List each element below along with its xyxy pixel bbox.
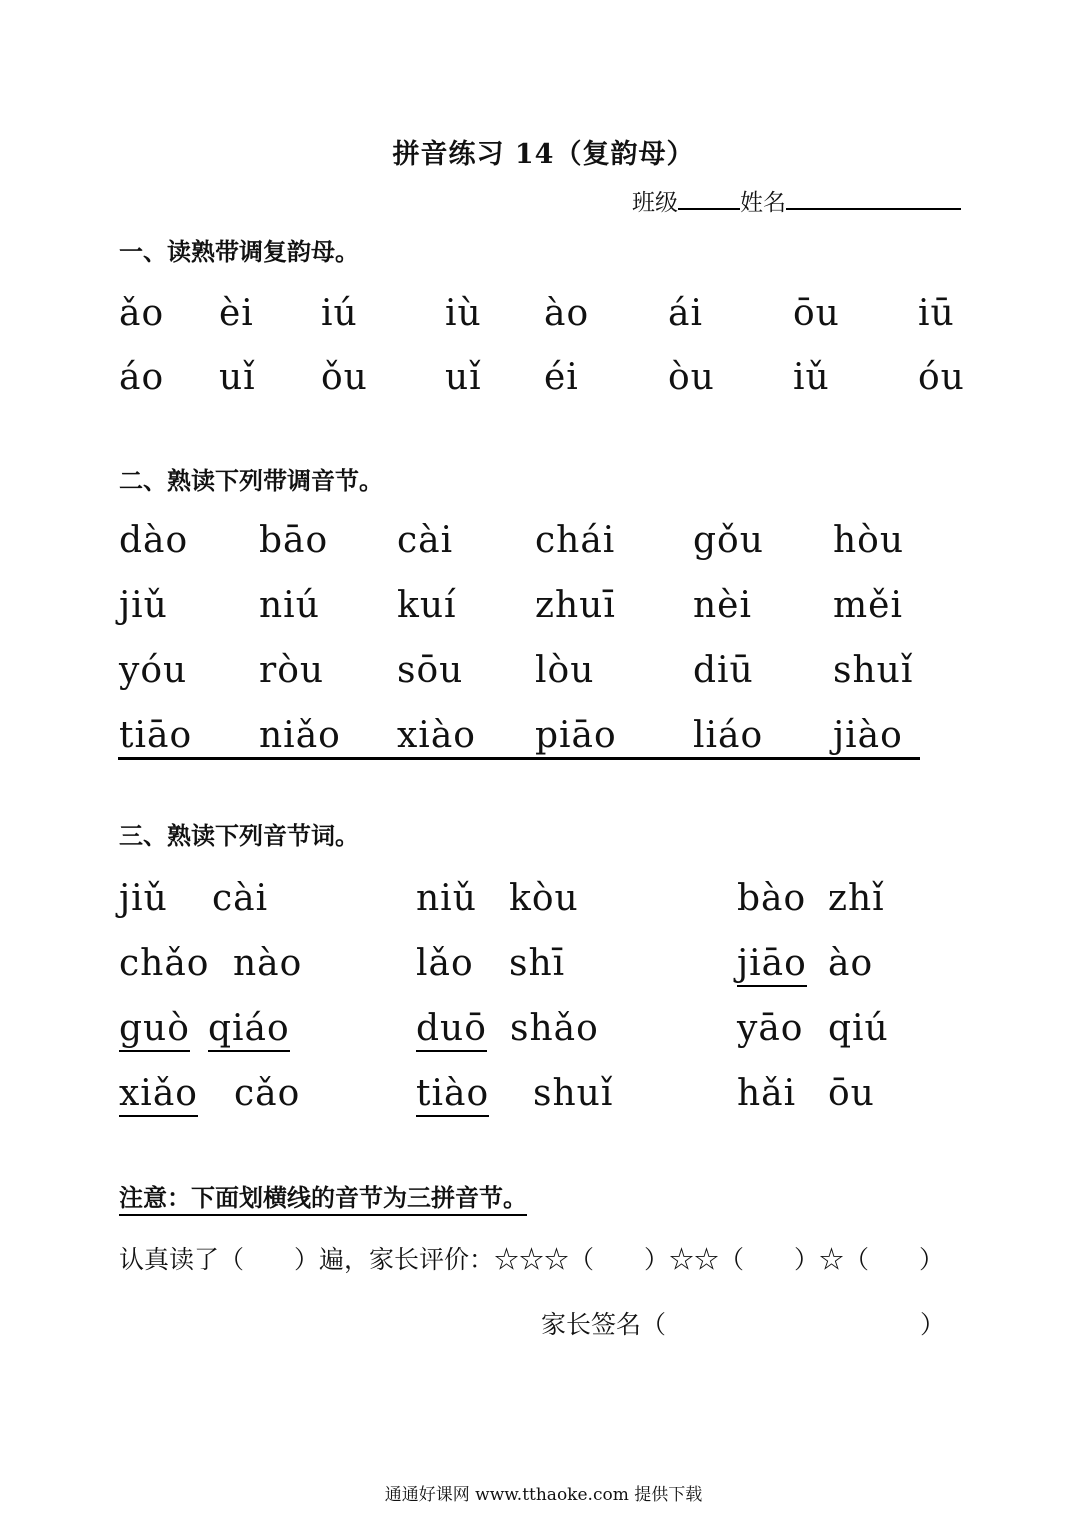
word-syllable: jiāo — [737, 943, 807, 987]
final-syllable: óu — [918, 357, 965, 398]
section1-heading: 一、读熟带调复韵母。 — [119, 237, 359, 266]
syllable: shuǐ — [833, 650, 914, 691]
final-syllable: ǎo — [119, 293, 165, 334]
syllable: cài — [397, 520, 454, 561]
page-title: 拼音练习 14（复韵母） — [392, 139, 695, 170]
syllable: nèi — [693, 585, 753, 626]
word-syllable: niǔ — [416, 878, 477, 919]
final-syllable: áo — [119, 357, 165, 398]
syllable: hòu — [833, 520, 905, 561]
word-syllable: shǎo — [510, 1008, 599, 1049]
syllable: yóu — [119, 650, 188, 691]
syllable: jiào — [833, 715, 903, 756]
signature-close: ） — [920, 1310, 946, 1339]
section2-heading: 二、熟读下列带调音节。 — [119, 466, 383, 495]
word-syllable: cǎo — [234, 1073, 301, 1114]
syllable: xiào — [397, 715, 476, 756]
final-syllable: iú — [321, 293, 358, 334]
word-syllable: kòu — [509, 878, 579, 919]
class-label: 班级 — [632, 190, 678, 216]
word-syllable: qiú — [828, 1008, 889, 1049]
section3-heading: 三、熟读下列音节词。 — [119, 821, 359, 850]
footer: 通通好课网 www.tthaoke.com 提供下载 — [384, 1485, 703, 1505]
syllable: liáo — [693, 715, 764, 756]
final-syllable: ǒu — [321, 357, 368, 398]
final-syllable: uǐ — [445, 357, 482, 398]
syllable: gǒu — [693, 520, 764, 561]
final-syllable: ào — [544, 293, 590, 334]
word-syllable: shuǐ — [533, 1073, 614, 1114]
word-syllable: xiǎo — [119, 1073, 198, 1117]
syllable: ròu — [259, 650, 325, 691]
word-syllable: nào — [233, 943, 303, 984]
word-syllable: zhǐ — [828, 878, 885, 919]
final-syllable: ōu — [793, 293, 840, 334]
final-syllable: iū — [918, 293, 955, 334]
syllable: lòu — [535, 650, 595, 691]
syllable: dào — [119, 520, 189, 561]
final-syllable: òu — [668, 357, 715, 398]
note-text: 注意：下面划横线的音节为三拼音节。 — [119, 1183, 527, 1216]
word-syllable: cài — [212, 878, 269, 919]
syllable: kuí — [397, 585, 457, 626]
name-label: 姓名 — [740, 190, 786, 216]
word-syllable: jiǔ — [119, 878, 168, 919]
note — [119, 1178, 527, 1213]
word-syllable: shī — [509, 943, 566, 984]
syllable: niú — [259, 585, 320, 626]
name-blank — [786, 186, 961, 210]
final-syllable: ái — [668, 293, 703, 334]
syllable: měi — [833, 585, 903, 626]
class-name-line — [632, 184, 961, 217]
syllable: bāo — [259, 520, 329, 561]
reading-evaluation-line: 认真读了（ ）遍，家长评价：☆☆☆（ ）☆☆（ ）☆（ ） — [119, 1245, 945, 1274]
word-syllable: guò — [119, 1008, 190, 1052]
word-syllable: lǎo — [416, 943, 474, 984]
final-syllable: éi — [544, 357, 579, 398]
final-syllable: èi — [219, 293, 254, 334]
word-syllable: duō — [416, 1008, 487, 1052]
final-syllable: iù — [445, 293, 482, 334]
syllable: sōu — [397, 650, 464, 691]
syllable: tiāo — [119, 715, 193, 756]
class-blank — [678, 186, 740, 210]
signature-label: 家长签名（ — [541, 1310, 667, 1339]
final-syllable: iǔ — [793, 357, 830, 398]
word-syllable: bào — [737, 878, 807, 919]
syllable: piāo — [535, 715, 617, 756]
final-syllable: uǐ — [219, 357, 256, 398]
word-syllable: qiáo — [208, 1008, 290, 1052]
syllable: niǎo — [259, 715, 341, 756]
word-syllable: ōu — [828, 1073, 875, 1114]
word-syllable: ào — [828, 943, 874, 984]
word-syllable: yāo — [737, 1008, 804, 1049]
syllable: chái — [535, 520, 616, 561]
word-syllable: chǎo — [119, 943, 210, 984]
syllable: zhuī — [535, 585, 616, 626]
syllable: diū — [693, 650, 754, 691]
word-syllable: hǎi — [737, 1073, 797, 1114]
row-underline — [118, 757, 920, 760]
syllable: jiǔ — [119, 585, 168, 626]
word-syllable: tiào — [416, 1073, 489, 1117]
